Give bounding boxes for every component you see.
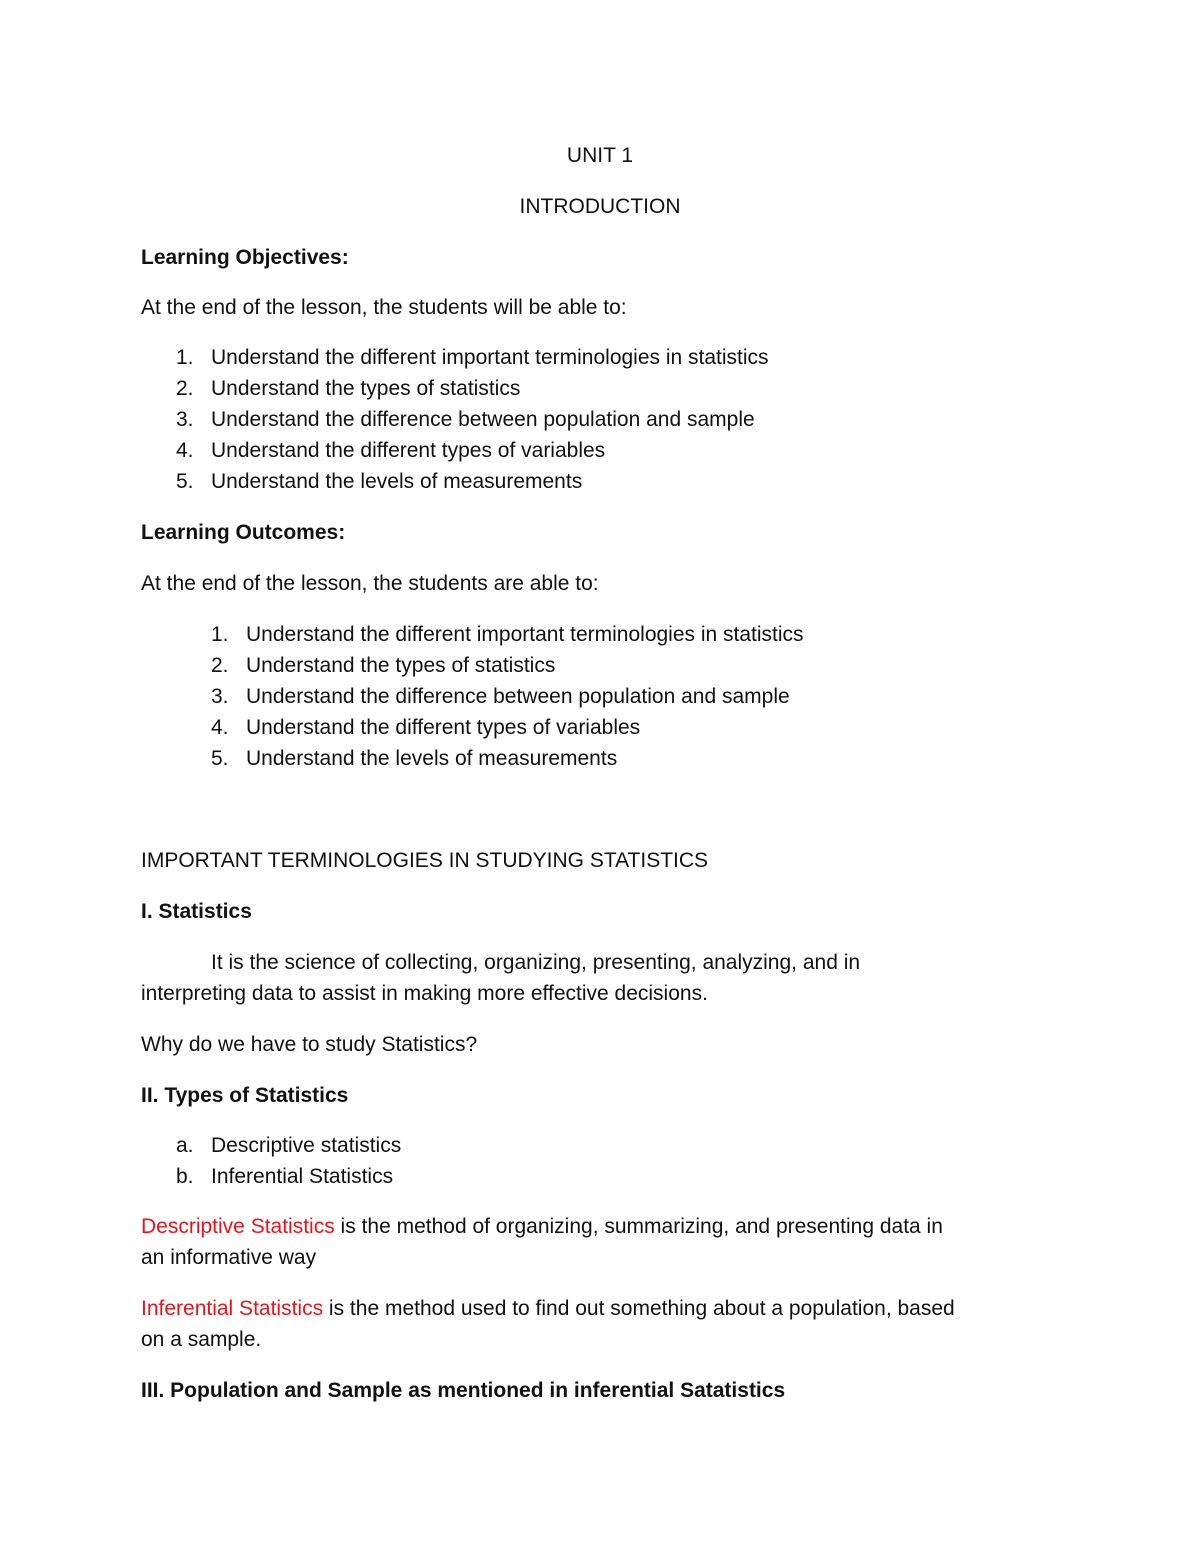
page-title: INTRODUCTION: [519, 195, 681, 218]
list-item-number: 2.: [211, 654, 229, 677]
list-item-number: 3.: [211, 685, 229, 708]
list-item: Understand the difference between population and sample: [211, 408, 755, 431]
list-item-letter: b.: [176, 1165, 194, 1188]
list-item-number: 5.: [176, 470, 194, 493]
list-item: Understand the levels of measurements: [211, 470, 583, 493]
descriptive-term: Descriptive Statistics: [141, 1215, 335, 1238]
list-item: Understand the different types of variables: [246, 716, 641, 739]
statistics-question: Why do we have to study Statistics?: [141, 1033, 478, 1056]
list-item-letter: a.: [176, 1134, 194, 1157]
descriptive-definition-line2: an informative way: [141, 1246, 317, 1269]
inferential-definition-text: is the method used to find out something about a population, based: [323, 1297, 955, 1320]
list-item-number: 1.: [176, 346, 194, 369]
list-item: Understand the types of statistics: [211, 377, 521, 400]
outcomes-intro: At the end of the lesson, the students are able to:: [141, 572, 599, 595]
list-item: Understand the different important terminologies in statistics: [246, 623, 804, 646]
inferential-term: Inferential Statistics: [141, 1297, 324, 1320]
list-item: Understand the types of statistics: [246, 654, 556, 677]
unit-label: UNIT 1: [566, 144, 634, 167]
inferential-definition-line1: [141, 1296, 955, 1322]
outcomes-heading: Learning Outcomes:: [141, 521, 346, 544]
descriptive-definition-text: is the method of organizing, summarizing, and presenting data in: [334, 1215, 943, 1238]
descriptive-definition-line1: [141, 1214, 943, 1240]
list-item: Understand the different important terminologies in statistics: [211, 346, 769, 369]
statistics-definition-line1: It is the science of collecting, organizing, presenting, analyzing, and in: [211, 951, 861, 974]
types-heading: II. Types of Statistics: [141, 1084, 349, 1107]
list-item: Understand the difference between population and sample: [246, 685, 790, 708]
list-item-number: 4.: [176, 439, 194, 462]
population-heading: III. Population and Sample as mentioned in inferential Satatistics: [141, 1379, 786, 1402]
list-item: Descriptive statistics: [211, 1134, 402, 1157]
inferential-definition-line2: on a sample.: [141, 1328, 262, 1351]
section-heading: IMPORTANT TERMINOLOGIES IN STUDYING STATISTICS: [141, 849, 709, 872]
list-item-number: 5.: [211, 747, 229, 770]
objectives-intro: At the end of the lesson, the students will be able to:: [141, 296, 627, 319]
list-item-number: 1.: [211, 623, 229, 646]
objectives-heading: Learning Objectives:: [141, 246, 349, 269]
list-item-number: 3.: [176, 408, 194, 431]
list-item-number: 2.: [176, 377, 194, 400]
list-item: Understand the levels of measurements: [246, 747, 618, 770]
statistics-definition-line2: interpreting data to assist in making more effective decisions.: [141, 982, 708, 1005]
list-item: Understand the different types of variables: [211, 439, 606, 462]
list-item-number: 4.: [211, 716, 229, 739]
statistics-heading: I. Statistics: [141, 900, 252, 923]
list-item: Inferential Statistics: [211, 1165, 394, 1188]
